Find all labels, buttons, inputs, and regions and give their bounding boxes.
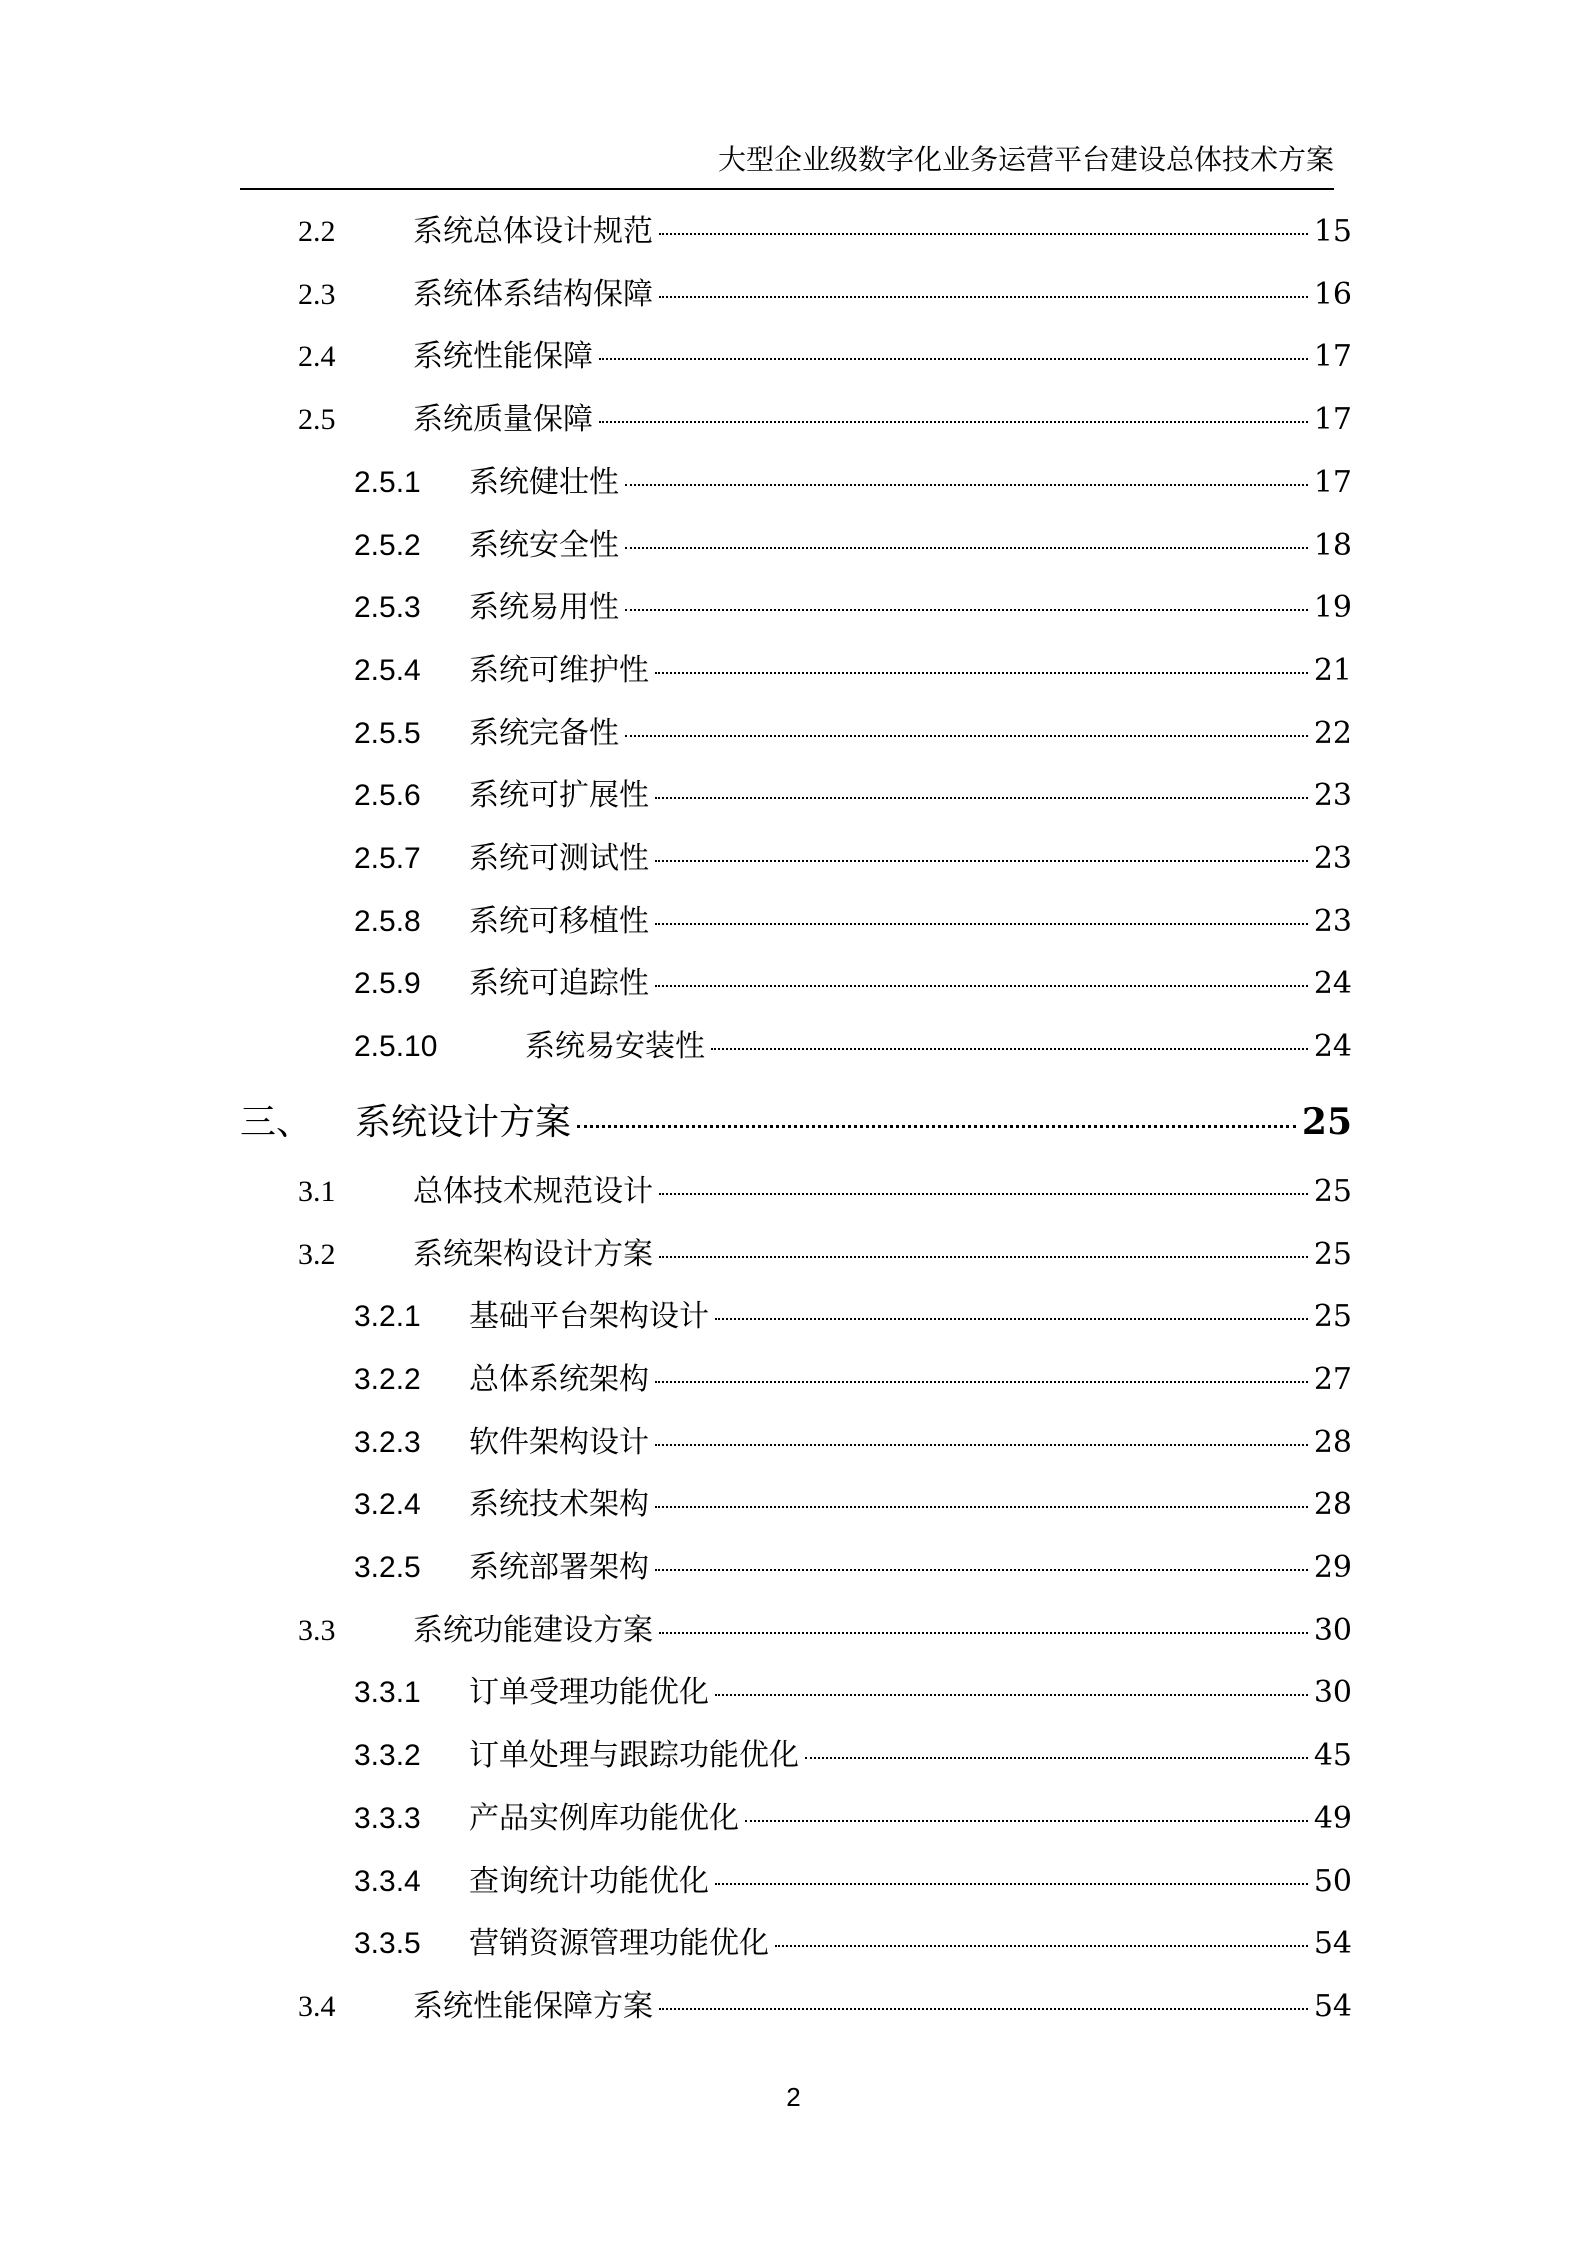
toc-entry-title: 基础平台架构设计 [469,1299,709,1335]
toc-entry[interactable] [240,1094,1352,1145]
toc-entry-title: 总体系统架构 [469,1361,649,1397]
toc-entry-page: 50 [1313,1863,1352,1899]
toc-entry-number: 2.5.3 [354,591,421,625]
toc-entry-title: 总体技术规范设计 [413,1173,653,1209]
toc-entry-title: 系统功能建设方案 [413,1612,653,1648]
toc-entry-number: 3.3.5 [354,1927,421,1961]
dot-leader [655,1444,1308,1446]
toc-entry-page: 22 [1313,715,1352,751]
dot-leader [599,358,1308,360]
toc-entry-page: 21 [1313,652,1352,688]
dot-leader [775,1945,1308,1947]
dot-leader [655,1569,1308,1571]
toc-entry-title: 系统部署架构 [469,1550,649,1585]
toc-entry-title: 系统性能保障方案 [413,1988,653,2024]
toc-entry-number: 2.2 [298,215,336,248]
toc-entry-number: 2.5.8 [354,904,421,938]
toc-entry-number: 2.5.1 [354,465,421,499]
toc-entry[interactable] [298,269,1352,313]
toc-entry-title: 系统易安装性 [525,1029,705,1065]
dot-leader [655,1506,1308,1508]
dot-leader [599,421,1308,423]
dot-leader [655,672,1308,674]
toc-entry-title: 系统技术架构 [469,1487,649,1523]
toc-entry-number: 3.3.1 [354,1676,421,1710]
dot-leader [659,296,1308,298]
toc-entry[interactable] [354,1354,1352,1398]
toc-entry-title: 系统性能保障 [413,339,593,375]
dot-leader [655,923,1308,925]
toc-entry-page: 25 [1301,1100,1352,1143]
dot-leader [625,609,1308,611]
toc-entry[interactable] [354,582,1352,626]
toc-entry[interactable] [354,645,1352,689]
page-header: 大型企业级数字化业务运营平台建设总体技术方案 [717,143,1334,176]
toc-entry-number: 3.3.3 [354,1801,421,1835]
toc-entry-number: 3.2.5 [354,1551,421,1584]
toc-entry[interactable] [354,708,1352,752]
toc-entry-page: 17 [1313,339,1352,375]
dot-leader [659,2008,1308,2010]
toc-entry-page: 28 [1313,1487,1352,1523]
toc-entry-page: 16 [1313,276,1352,312]
toc-entry-page: 18 [1313,527,1352,563]
toc-entry-page: 15 [1313,214,1352,249]
toc-entry-title: 系统安全性 [469,527,619,563]
toc-entry-number: 3.3.4 [354,1864,421,1898]
dot-leader [659,233,1308,235]
toc-entry-title: 软件架构设计 [469,1424,649,1460]
toc-entry-page: 24 [1313,966,1352,1002]
toc-entry[interactable] [298,1605,1352,1649]
toc-entry-page: 45 [1313,1738,1352,1774]
toc-entry-page: 25 [1313,1299,1352,1335]
toc-entry-title: 订单处理与跟踪功能优化 [469,1738,799,1774]
toc-entry-page: 30 [1313,1675,1352,1711]
toc-entry-number: 3.4 [298,1989,336,2023]
dot-leader [659,1193,1308,1195]
toc-entry[interactable] [354,457,1352,501]
dot-leader [655,1381,1308,1383]
toc-entry-page: 17 [1313,402,1352,438]
toc-entry-number: 2.5.7 [354,842,421,875]
dot-leader [625,547,1308,549]
toc-entry[interactable] [354,520,1352,564]
toc-entry-title: 系统可移植性 [469,903,649,939]
toc-entry[interactable] [354,1291,1352,1335]
toc-entry[interactable] [298,1166,1352,1210]
toc-entry-title: 系统架构设计方案 [413,1236,653,1272]
toc-entry-title: 系统健壮性 [469,464,619,500]
toc-entry-number: 3.2.2 [354,1362,421,1396]
toc-entry-page: 24 [1313,1029,1352,1065]
toc-entry-number: 2.5.10 [354,1030,438,1064]
toc-entry-page: 27 [1313,1361,1352,1397]
toc-entry[interactable] [354,1856,1352,1900]
toc-entry-page: 54 [1313,1988,1352,2024]
toc-entry-title: 系统设计方案 [355,1101,572,1143]
dot-leader [711,1048,1308,1050]
toc-entry[interactable] [354,1918,1352,1962]
dot-leader [655,797,1308,799]
toc-entry-number: 2.5.5 [354,716,421,750]
toc-entry[interactable] [354,833,1352,877]
toc-entry[interactable] [354,958,1352,1002]
toc-entry-title: 查询统计功能优化 [469,1863,709,1899]
toc-entry-page: 49 [1313,1800,1352,1836]
toc-entry[interactable] [354,1021,1352,1065]
toc-entry-title: 系统体系结构保障 [413,276,653,312]
dot-leader [805,1757,1308,1759]
toc-entry-page: 23 [1313,841,1352,876]
toc-entry-number: 2.5.4 [354,653,421,687]
dot-leader [659,1632,1308,1634]
toc-entry-page: 23 [1313,903,1352,939]
toc-entry-page: 19 [1313,590,1352,626]
toc-entry-title: 营销资源管理功能优化 [469,1926,769,1962]
toc-entry-page: 17 [1313,464,1352,500]
toc-entry[interactable] [354,1479,1352,1523]
dot-leader [715,1694,1308,1696]
toc-entry-page: 54 [1313,1926,1352,1962]
toc-entry-title: 系统总体设计规范 [413,214,653,249]
toc-entry-number: 3.1 [298,1174,336,1208]
toc-entry-number: 3.2 [298,1237,336,1271]
toc-entry[interactable] [354,1730,1352,1774]
toc-entry[interactable] [354,1417,1352,1461]
toc-entry-number: 2.5.9 [354,967,421,1001]
toc-entry-number: 2.4 [298,340,336,374]
toc-entry-title: 系统完备性 [469,715,619,751]
toc-entry-number: 三、 [240,1101,313,1143]
toc-entry[interactable] [354,770,1352,814]
toc-entry-number: 3.2.3 [354,1425,421,1459]
toc-entry-number: 2.5 [298,403,336,437]
toc-entry-title: 系统可维护性 [469,652,649,688]
dot-leader [655,985,1308,987]
dot-leader [625,735,1308,737]
toc-entry-page: 25 [1313,1173,1352,1209]
toc-entry[interactable] [354,1793,1352,1837]
toc-entry-title: 系统可测试性 [469,841,649,876]
toc-entry-number: 2.5.6 [354,779,421,813]
dot-leader [659,1256,1308,1258]
toc-entry-number: 3.3.2 [354,1739,421,1773]
toc-entry-number: 3.2.4 [354,1488,421,1522]
dot-leader [745,1820,1308,1822]
toc-entry-title: 系统易用性 [469,590,619,626]
toc-entry-page: 25 [1313,1236,1352,1272]
dot-leader [715,1318,1308,1320]
page-number: 2 [786,2082,801,2112]
toc-entry[interactable] [354,1667,1352,1711]
toc-entry[interactable] [354,896,1352,940]
toc-entry[interactable] [298,206,1352,250]
toc-entry[interactable] [298,1229,1352,1273]
dot-leader [715,1883,1308,1885]
toc-entry-title: 产品实例库功能优化 [469,1800,739,1836]
dot-leader [577,1125,1296,1128]
toc-entry-title: 系统可追踪性 [469,966,649,1002]
toc-entry-title: 订单受理功能优化 [469,1675,709,1711]
toc-entry-number: 3.3 [298,1613,336,1647]
toc-entry-page: 23 [1313,778,1352,814]
toc-entry[interactable] [298,394,1352,438]
toc-entry-page: 28 [1313,1424,1352,1460]
toc-entry-page: 30 [1313,1612,1352,1648]
toc-entry-title: 系统可扩展性 [469,778,649,814]
toc-entry-number: 2.5.2 [354,528,421,562]
dot-leader [625,484,1308,486]
dot-leader [655,860,1308,862]
toc-entry[interactable] [298,331,1352,375]
toc-entry-page: 29 [1313,1550,1352,1585]
toc-entry[interactable] [354,1542,1352,1586]
toc-entry-number: 3.2.1 [354,1300,421,1334]
toc-entry[interactable] [298,1981,1352,2025]
toc-entry-number: 2.3 [298,277,336,311]
toc-entry-title: 系统质量保障 [413,402,593,438]
